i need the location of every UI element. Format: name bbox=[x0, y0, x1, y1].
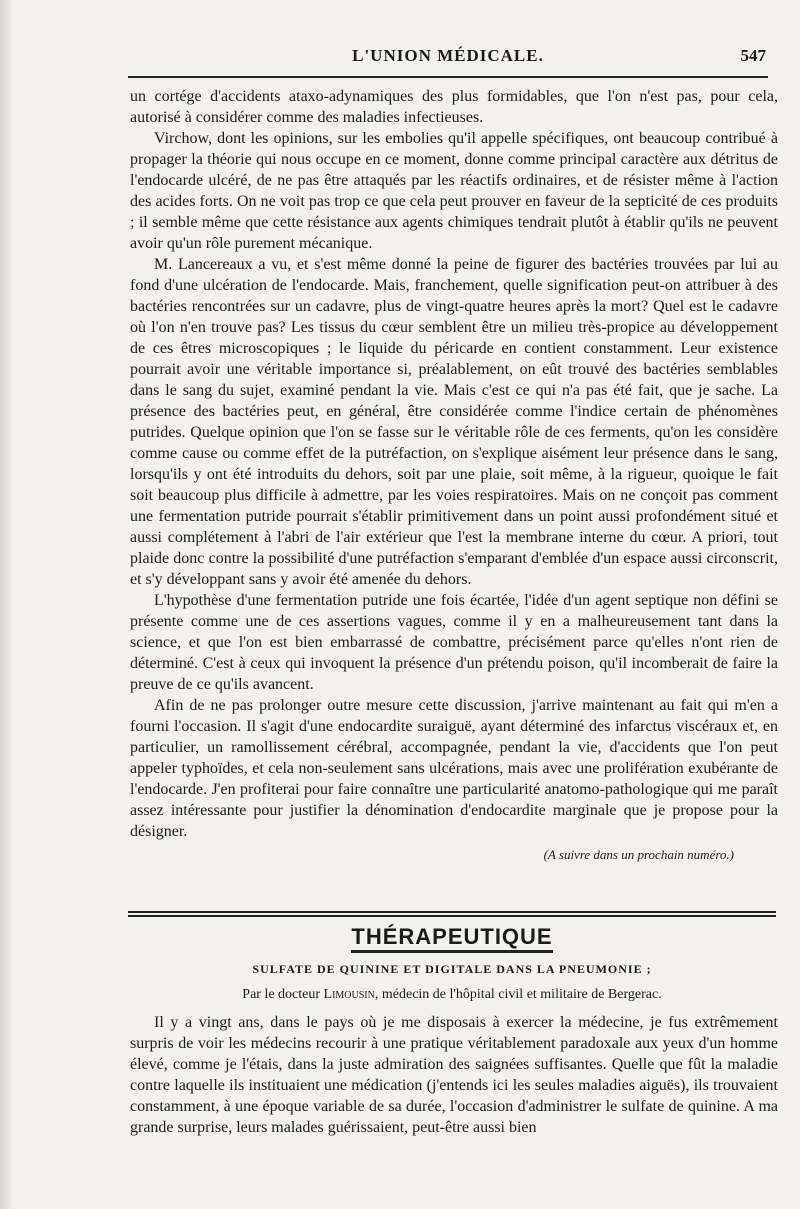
continuation-note: (A suivre dans un prochain numéro.) bbox=[543, 847, 734, 862]
byline bbox=[128, 987, 776, 1003]
page-number: 547 bbox=[740, 46, 766, 65]
paragraph: M. Lancereaux a vu, et s'est même donné la peine de figurer des bactéries trouvées par lui au fond d'une ulcération de l'endocarde. Mais, franchement, quelle signification peut-on attribuer à des bactéries rencontrées sur un cadavre, plus de vingt-quatre heures après la mort? Quel est le cadavre où l'on n'en trouve pas? Les tissus du cœur semblent être un milieu très-propice au développement de ces êtres microscopiques ; le liquide du péricarde en contient constamment. Leur existence pourrait avoir une véritable importance si, préalablement, on eût trouvé des bactéries semblables dans le sang du sujet, examiné pendant la vie. Mais c'est ce qui n'a pas été fait, que je sache. La présence des bactéries peut, en général, être considérée comme l'indice certain de phénomènes putrides. Quelque opinion que l'on se fasse sur le véritable rôle de ces ferments, qu'on les considère comme cause ou comme effet de la putréfaction, on s'explique aisément leur présence dans le sang, lorsqu'ils y ont été introduits du dehors, soit par une plaie, soit même, à la rigueur, quoique le fait soit beaucoup plus difficile à admettre, par les voies respiratoires. Mais on ne conçoit pas comment une fermentation putride pourrait s'établir primitivement dans un point aussi profondément situé et aussi complétement à l'abri de l'air extérieur que l'est la membrane interne du cœur. A priori, tout plaide donc contre la possibilité d'une putréfaction s'emparant d'emblée d'un espace aussi circonscrit, et s'y développant sans y avoir été amenée du dehors. bbox=[130, 256, 778, 588]
paragraph: Il y a vingt ans, dans le pays où je me disposais à exercer la médecine, je fus extrêmement surpris de voir les médecins recourir à une pratique véritablement paradoxale aux yeux d'un homme élevé, comme je l'étais, dans la juste admiration des saignées suffisantes. Quelle que fût la maladie contre laquelle ils instituaient une médication (j'entends ici les seules maladies aiguës), ils trouvaient constamment, à une époque variable de sa durée, l'occasion d'administrer le sulfate de quinine. A ma grande surprise, leurs malades guérissaient, peut-être aussi bien bbox=[130, 1014, 778, 1136]
header-rule bbox=[128, 76, 768, 78]
paragraph: un cortége d'accidents ataxo-adynamiques des plus formidables, que l'on n'est pas, pour cela, autorisé à considérer comme des maladies infectieuses. bbox=[130, 88, 778, 126]
paragraph: Virchow, dont les opinions, sur les embolies qu'il appelle spécifiques, ont beaucoup contribué à propager la théorie qui nous occupe en ce moment, donne comme principal caractère aux détritus de l'endocarde ulcéré, de ne pas être attaqués par les réactifs ordinaires, et de résister même à l'action des acides forts. On ne voit pas trop ce que cela peut prouver en faveur de la septicité de ces produits ; il semble même que cette résistance aux agents chimiques tendrait plutôt à établir qu'ils ne peuvent avoir qu'un rôle purement mécanique. bbox=[130, 130, 778, 252]
page-gutter-shadow bbox=[0, 0, 14, 1209]
running-title: L'UNION MÉDICALE. bbox=[352, 46, 544, 65]
section-heading-text: THÉRAPEUTIQUE bbox=[351, 924, 552, 953]
author-name: Limousin bbox=[323, 987, 375, 1002]
article-continuation bbox=[130, 86, 778, 865]
page-header bbox=[128, 46, 768, 72]
paragraph: Afin de ne pas prolonger outre mesure cette discussion, j'arrive maintenant au fait qui m'en a fourni l'occasion. Il s'agit d'une endocardite suraiguë, ayant déterminé des infarctus viscéraux et, en particulier, un ramollissement cérébral, accompagnée, pendant la vie, d'accidents que l'on peut appeler typhoïdes, et cela non-seulement sans ulcérations, mais avec une prolifération exubérante de l'endocarde. J'en profiterai pour faire connaître une particularité anatomo-pathologique qui me paraît assez intéressante pour justifier la dénomination d'endocardite marginale que je propose pour la désigner. bbox=[130, 697, 778, 840]
article-body bbox=[130, 1012, 778, 1138]
paragraph: L'hypothèse d'une fermentation putride une fois écartée, l'idée d'un agent septique non défini se présente comme une de ces assertions vagues, comme il y en a malheureusement tant dans la science, et que l'on est bien embarrassé de combattre, précisément parce qu'elles n'ont rien de déterminé. C'est à ceux qui invoquent la présence d'un prétendu poison, qu'il incomberait de faire la preuve de ce qu'ils avancent. bbox=[130, 592, 778, 693]
article-title: SULFATE DE QUININE ET DIGITALE DANS LA PNEUMONIE ; bbox=[252, 962, 652, 976]
section-heading bbox=[128, 924, 776, 950]
section-divider bbox=[128, 911, 776, 917]
byline-prefix: Par le docteur bbox=[242, 987, 324, 1002]
byline-suffix: , médecin de l'hôpital civil et militaire de Bergerac. bbox=[374, 987, 662, 1002]
